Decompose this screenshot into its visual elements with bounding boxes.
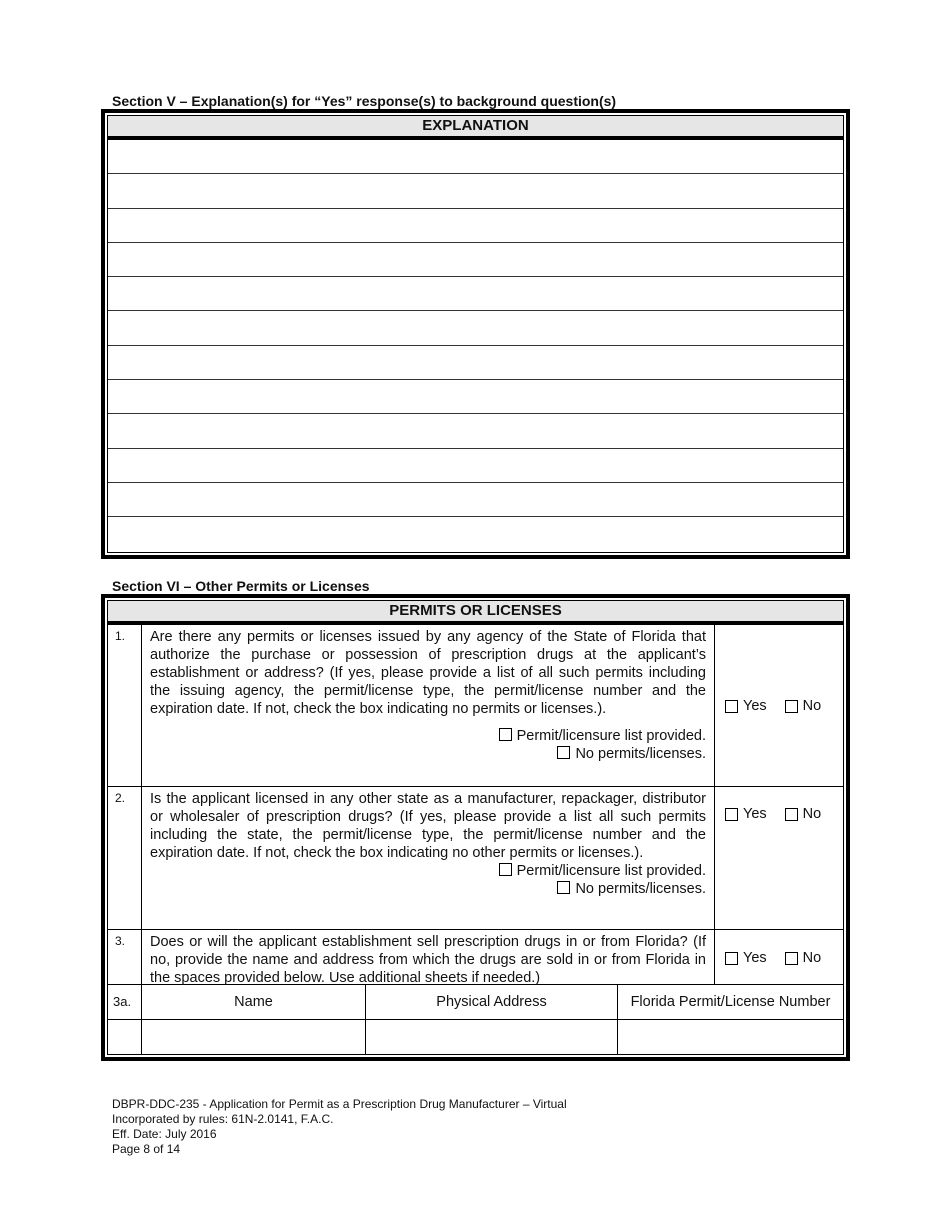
option-label: No permits/licenses.	[575, 881, 706, 897]
option-list-provided[interactable]	[150, 727, 706, 745]
checkbox[interactable]	[499, 728, 512, 741]
question-2-text-cell	[142, 787, 715, 929]
option-label: Permit/licensure list provided.	[516, 728, 706, 744]
section-vi-title: Section VI – Other Permits or Licenses	[112, 578, 370, 594]
yes-checkbox[interactable]	[725, 808, 738, 821]
name-field[interactable]	[142, 1020, 366, 1054]
question-text: Are there any permits or licenses issued by any agency of the State of Florida that authorize the purchase or possession of prescription drugs at the applicant’s establishment or address? (If yes, please provide a list of all such permits including the issuing agency, the permit/license type, the permit/license number and the expiration date. If not, check the box indicating no permits or licenses.).	[150, 629, 706, 717]
question-3-answer	[715, 930, 843, 984]
yes-label: Yes	[743, 950, 767, 966]
address-field[interactable]	[366, 1020, 618, 1054]
question-number: 2.	[108, 787, 142, 929]
option-no-permits[interactable]	[150, 880, 706, 898]
permit-number-field[interactable]	[618, 1020, 843, 1054]
row-number: 3a.	[108, 985, 142, 1019]
no-label: No	[802, 806, 822, 822]
explanation-line[interactable]	[108, 243, 843, 277]
explanation-line[interactable]	[108, 517, 843, 551]
footer-page-number: Page 8 of 14	[112, 1142, 181, 1156]
question-1-options	[150, 727, 706, 763]
explanation-line[interactable]	[108, 380, 843, 414]
explanation-table	[101, 109, 850, 559]
explanation-line[interactable]	[108, 174, 843, 208]
column-name: Name	[142, 985, 366, 1019]
no-label: No	[802, 698, 822, 714]
permits-header: PERMITS OR LICENSES	[108, 601, 843, 625]
question-3-row	[108, 930, 843, 985]
explanation-line[interactable]	[108, 414, 843, 448]
question-number: 3.	[108, 930, 142, 984]
yes-checkbox[interactable]	[725, 952, 738, 965]
option-list-provided[interactable]	[150, 862, 706, 880]
column-permit-number: Florida Permit/License Number	[630, 994, 831, 1010]
question-1-text-cell	[142, 625, 715, 786]
question-2-row	[108, 787, 843, 930]
question-1-answer	[715, 625, 843, 786]
blank-cell	[108, 1020, 142, 1054]
checkbox[interactable]	[557, 881, 570, 894]
footer	[112, 1097, 567, 1157]
section-v-title: Section V – Explanation(s) for “Yes” response(s) to background question(s)	[112, 93, 617, 109]
checkbox[interactable]	[499, 863, 512, 876]
explanation-line[interactable]	[108, 209, 843, 243]
checkbox[interactable]	[557, 746, 570, 759]
yes-checkbox[interactable]	[725, 700, 738, 713]
question-text: Does or will the applicant establishment sell prescription drugs in or from Florida? (If no, provide the name and address from which the drugs are sold in or from Florida in the spaces provided below. Use additional sheets if needed.)	[150, 934, 706, 986]
permits-table	[101, 594, 850, 1061]
explanation-line[interactable]	[108, 311, 843, 345]
explanation-line[interactable]	[108, 140, 843, 174]
question-1-row	[108, 625, 843, 787]
no-checkbox[interactable]	[785, 700, 798, 713]
column-physical-address: Physical Address	[366, 985, 618, 1019]
footer-rules: Incorporated by rules: 61N-2.0141, F.A.C.	[112, 1112, 334, 1126]
option-label: Permit/licensure list provided.	[516, 863, 706, 879]
question-2-answer	[715, 787, 843, 929]
no-checkbox[interactable]	[785, 808, 798, 821]
no-checkbox[interactable]	[785, 952, 798, 965]
location-table-header	[108, 985, 843, 1020]
yes-label: Yes	[743, 806, 767, 822]
explanation-line[interactable]	[108, 346, 843, 380]
footer-eff-date: Eff. Date: July 2016	[112, 1127, 217, 1141]
explanation-line[interactable]	[108, 277, 843, 311]
option-label: No permits/licenses.	[575, 746, 706, 762]
yes-label: Yes	[743, 698, 767, 714]
option-no-permits[interactable]	[150, 745, 706, 763]
no-label: No	[802, 950, 822, 966]
explanation-line[interactable]	[108, 449, 843, 483]
question-3-text-cell	[142, 930, 715, 984]
question-text: Is the applicant licensed in any other state as a manufacturer, repackager, distributor or wholesaler of prescription drugs? (If yes, please provide a list all such permits including the state, the permit/license type, the permit/license number and the expiration date. If not, check the box indicating no other permits or licenses.).	[150, 791, 706, 861]
question-number: 1.	[108, 625, 142, 786]
explanation-header: EXPLANATION	[108, 116, 843, 140]
footer-form-id: DBPR-DDC-235 - Application for Permit as a Prescription Drug Manufacturer – Virtual	[112, 1097, 567, 1111]
question-2-options	[150, 862, 706, 898]
explanation-line[interactable]	[108, 483, 843, 517]
location-table-row	[108, 1020, 843, 1054]
